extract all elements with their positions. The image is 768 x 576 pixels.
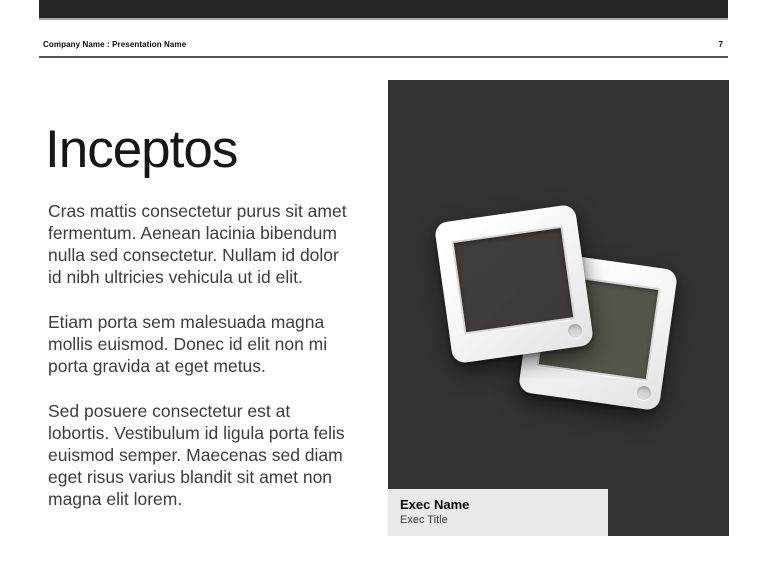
- caption-box: [388, 489, 608, 536]
- top-accent-bar: [39, 0, 728, 20]
- body-paragraph: Cras mattis consectetur purus sit amet fermentum. Aenean lacinia bibendum nulla sed consectetur. Nullam id dolor id nibh ultricies vehicula ut id elit.: [48, 201, 347, 287]
- photo-window-dark: [451, 226, 575, 335]
- slide-title: Inceptos: [45, 120, 238, 179]
- slide-thumb-dot-icon: [636, 385, 652, 401]
- caption-name: Exec Name: [400, 497, 470, 512]
- body-text-block: [48, 200, 378, 533]
- header-divider: [39, 56, 728, 58]
- photo-slide-front-icon: [434, 204, 594, 364]
- body-paragraph: Sed posuere consectetur est at lobortis. Vestibulum id ligula porta felis euismod semper. Maecenas sed diam eget risus varius blandit sit amet non magna elit lorem.: [48, 401, 345, 509]
- body-paragraph: Etiam porta sem malesuada magna mollis euismod. Donec id elit non mi porta gravida at eget metus.: [48, 312, 328, 376]
- image-panel: [388, 80, 729, 536]
- slide-thumb-dot-icon: [567, 323, 583, 339]
- caption-title: Exec Title: [400, 514, 448, 526]
- page-number: 7: [718, 40, 723, 49]
- breadcrumb: Company Name : Presentation Name: [43, 40, 187, 49]
